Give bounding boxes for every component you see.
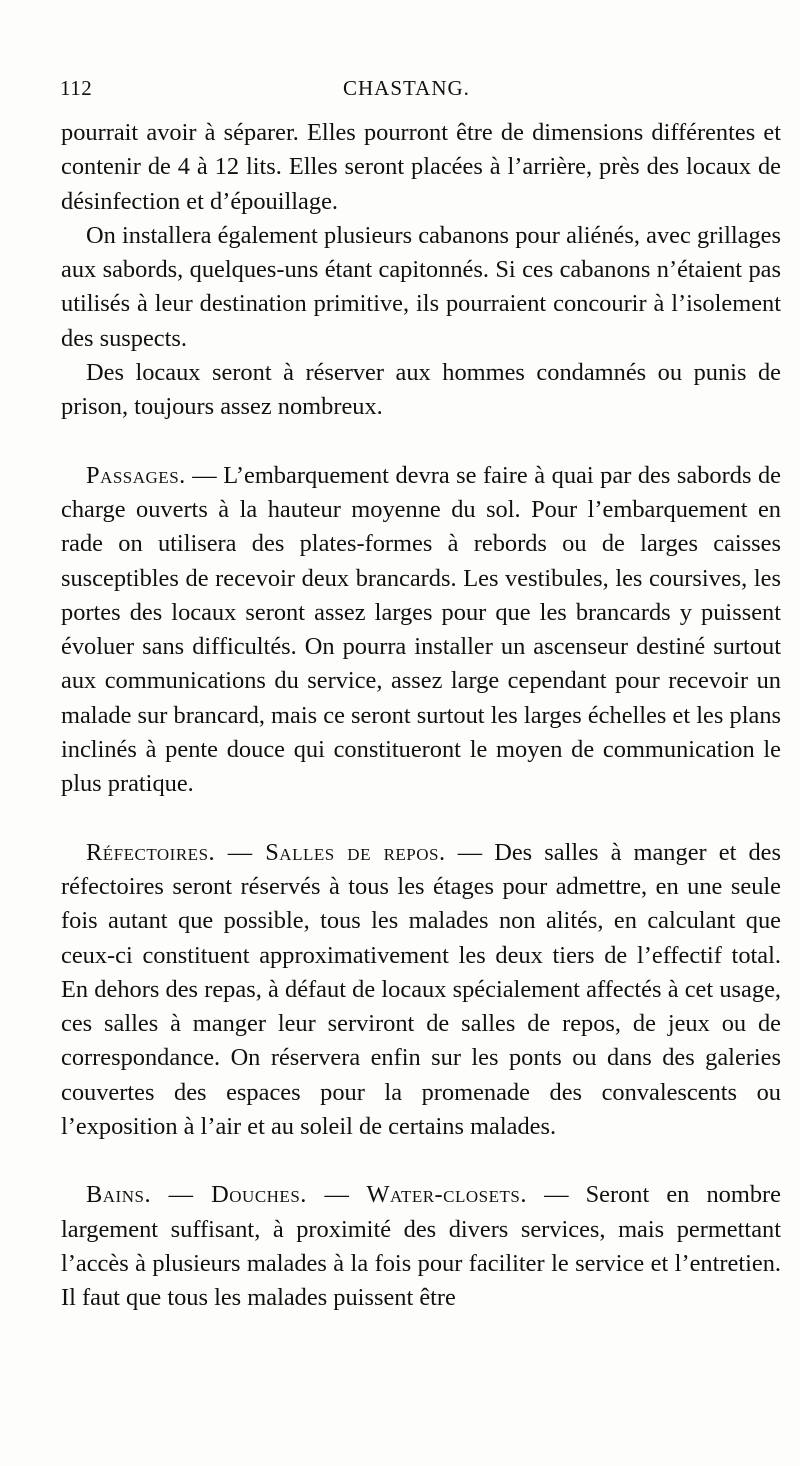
- section-heading: Passages.: [86, 461, 186, 489]
- page-header: [60, 76, 770, 106]
- paragraph-text: — Des salles à manger et des réfectoires seront réservés à tous les étages pour admettre, en une seule fois autant que possible, tous les malades non alités, en calculant que ceux-ci constituent approximativement les deux tiers de l’effectif total. En dehors des repas, à défaut de locaux spécialement affectés à cet usage, ces salles à manger leur serviront de salles de repos, de jeux ou de correspondance. On réservera enfin sur les ponts ou dans des galeries couvertes des espaces pour la promenade des convalescents ou l’exposition à l’air et au soleil de certains malades.: [61, 838, 781, 1141]
- page-body: [61, 116, 781, 1316]
- section-passages: [61, 459, 781, 802]
- section-heading: Réfectoires. — Salles de repos.: [86, 838, 446, 866]
- running-title: CHASTANG.: [343, 76, 470, 100]
- paragraph-locaux-prison: [61, 356, 781, 425]
- page-bottom-margin: [0, 1368, 800, 1466]
- section-heading: Bains. — Douches. — Water-closets.: [86, 1181, 527, 1209]
- section-bains: [61, 1178, 781, 1315]
- paragraph-cabanons: [61, 219, 781, 356]
- paragraph-text: — Seront en nombre largement suffisant, à proximité des divers services, mais permettant l’accès à plusieurs malades à la fois pour faciliter le service et l’entretien. Il faut que tous les malades puissent être: [61, 1181, 781, 1312]
- section-refectoires: [61, 836, 781, 1145]
- paragraph-text: pourrait avoir à séparer. Elles pourront être de dimensions différentes et contenir de 4 à 12 lits. Elles seront placées à l’arrière, près des locaux de désinfection et d’épouillage.: [61, 119, 781, 215]
- paragraph-text: On installera également plusieurs cabanons pour aliénés, avec grillages aux sabords, quelques-uns étant capitonnés. Si ces cabanons n’étaient pas utilisés à leur destination primitive, ils pourraient concourir à l’isolement des suspects.: [61, 221, 781, 352]
- page-number: 112: [60, 76, 93, 100]
- paragraph-continuation: [61, 116, 781, 219]
- paragraph-text: Des locaux seront à réserver aux hommes condamnés ou punis de prison, toujours assez nombreux.: [61, 359, 781, 421]
- paragraph-text: — L’embarquement devra se faire à quai par des sabords de charge ouverts à la hauteur moyenne du sol. Pour l’embarquement en rade on utilisera des plates-formes à rebords ou de larges caisses susceptibles de recevoir deux brancards. Les vestibules, les coursives, les portes des locaux seront assez larges pour que les brancards y puissent évoluer sans difficultés. On pourra installer un ascenseur destiné surtout aux communications du service, assez large cependant pour recevoir un malade sur brancard, mais ce seront surtout les larges échelles et les plans inclinés à pente douce qui constitueront le moyen de communication le plus pratique.: [61, 461, 781, 798]
